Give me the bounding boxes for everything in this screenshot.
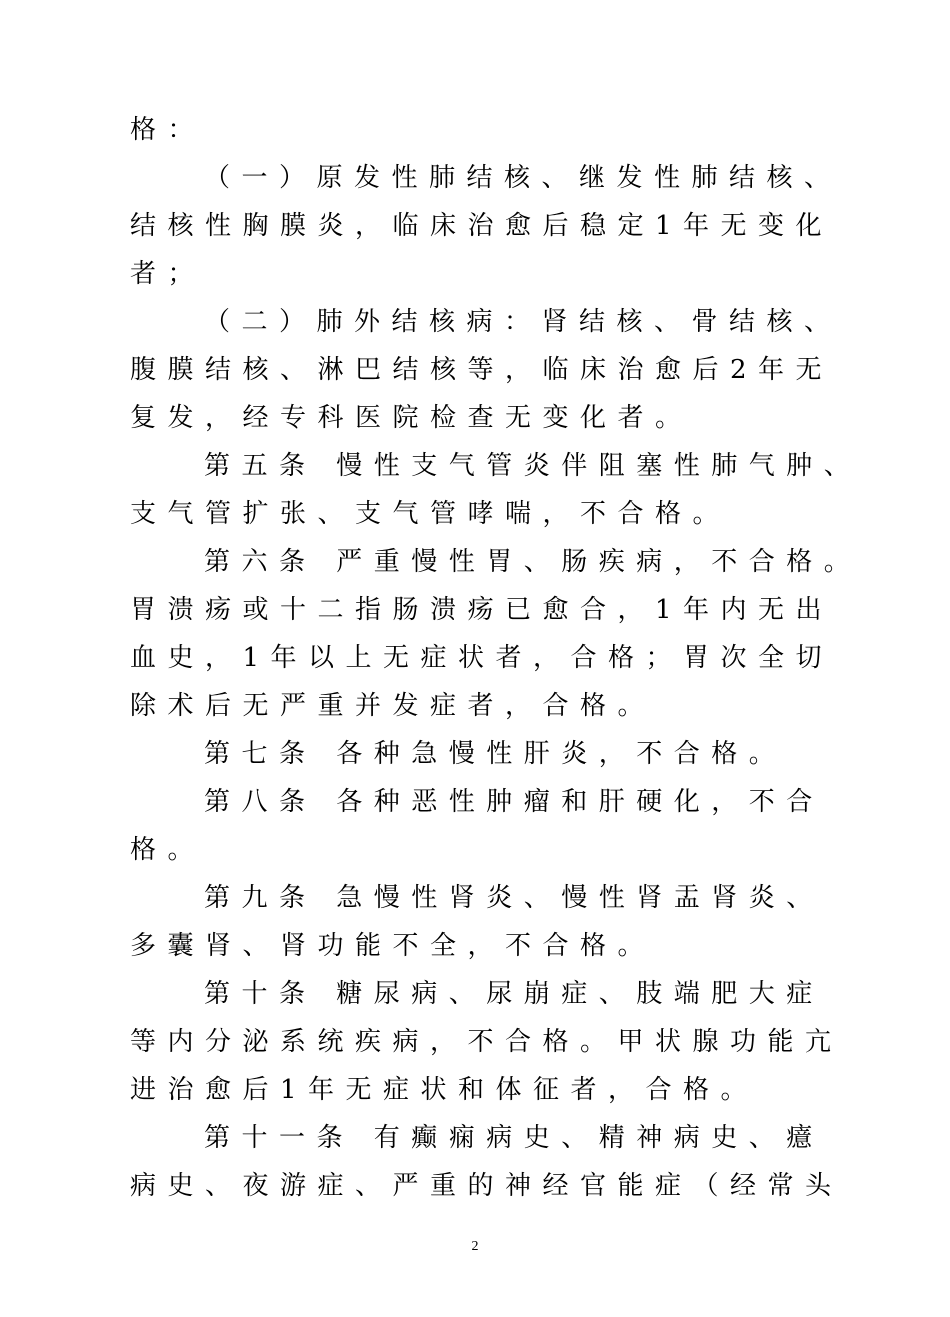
text-line-6: 腹膜结核、淋巴结核等，临床治愈后2年无 bbox=[130, 355, 834, 385]
text-line-1: 格： bbox=[130, 115, 206, 145]
text-line-3: 结核性胸膜炎，临床治愈后稳定1年无变化 bbox=[130, 211, 834, 241]
text-line-18: 多囊肾、肾功能不全，不合格。 bbox=[130, 931, 656, 961]
page-number: 2 bbox=[471, 1239, 479, 1254]
text-line-15: 第八条 各种恶性肿瘤和肝硬化，不合 bbox=[204, 787, 824, 817]
text-line-12: 血史，1年以上无症状者，合格；胃次全切 bbox=[130, 643, 834, 673]
text-line-13: 除术后无严重并发症者，合格。 bbox=[130, 691, 656, 721]
text-line-16: 格。 bbox=[130, 835, 206, 865]
text-line-8: 第五条 慢性支气管炎伴阻塞性肺气肿、 bbox=[204, 451, 862, 481]
text-line-10: 第六条 严重慢性胃、肠疾病，不合格。 bbox=[204, 547, 862, 577]
text-line-2: （一）原发性肺结核、继发性肺结核、 bbox=[204, 163, 842, 193]
text-line-21: 进治愈后1年无症状和体征者，合格。 bbox=[130, 1075, 759, 1105]
text-line-9: 支气管扩张、支气管哮喘，不合格。 bbox=[130, 499, 731, 529]
text-line-20: 等内分泌系统疾病，不合格。甲状腺功能亢 bbox=[130, 1027, 843, 1057]
text-line-7: 复发，经专科医院检查无变化者。 bbox=[130, 403, 693, 433]
text-line-11: 胃溃疡或十二指肠溃疡已愈合，1年内无出 bbox=[130, 595, 834, 625]
text-line-22: 第十一条 有癫痫病史、精神病史、癔 bbox=[204, 1123, 824, 1153]
text-line-19: 第十条 糖尿病、尿崩症、肢端肥大症 bbox=[204, 979, 824, 1009]
text-line-14: 第七条 各种急慢性肝炎，不合格。 bbox=[204, 739, 787, 769]
text-line-4: 者； bbox=[130, 259, 206, 289]
text-line-23: 病史、夜游症、严重的神经官能症（经常头 bbox=[130, 1171, 843, 1201]
text-line-17: 第九条 急慢性肾炎、慢性肾盂肾炎、 bbox=[204, 883, 824, 913]
text-line-5: （二）肺外结核病：肾结核、骨结核、 bbox=[204, 307, 842, 337]
